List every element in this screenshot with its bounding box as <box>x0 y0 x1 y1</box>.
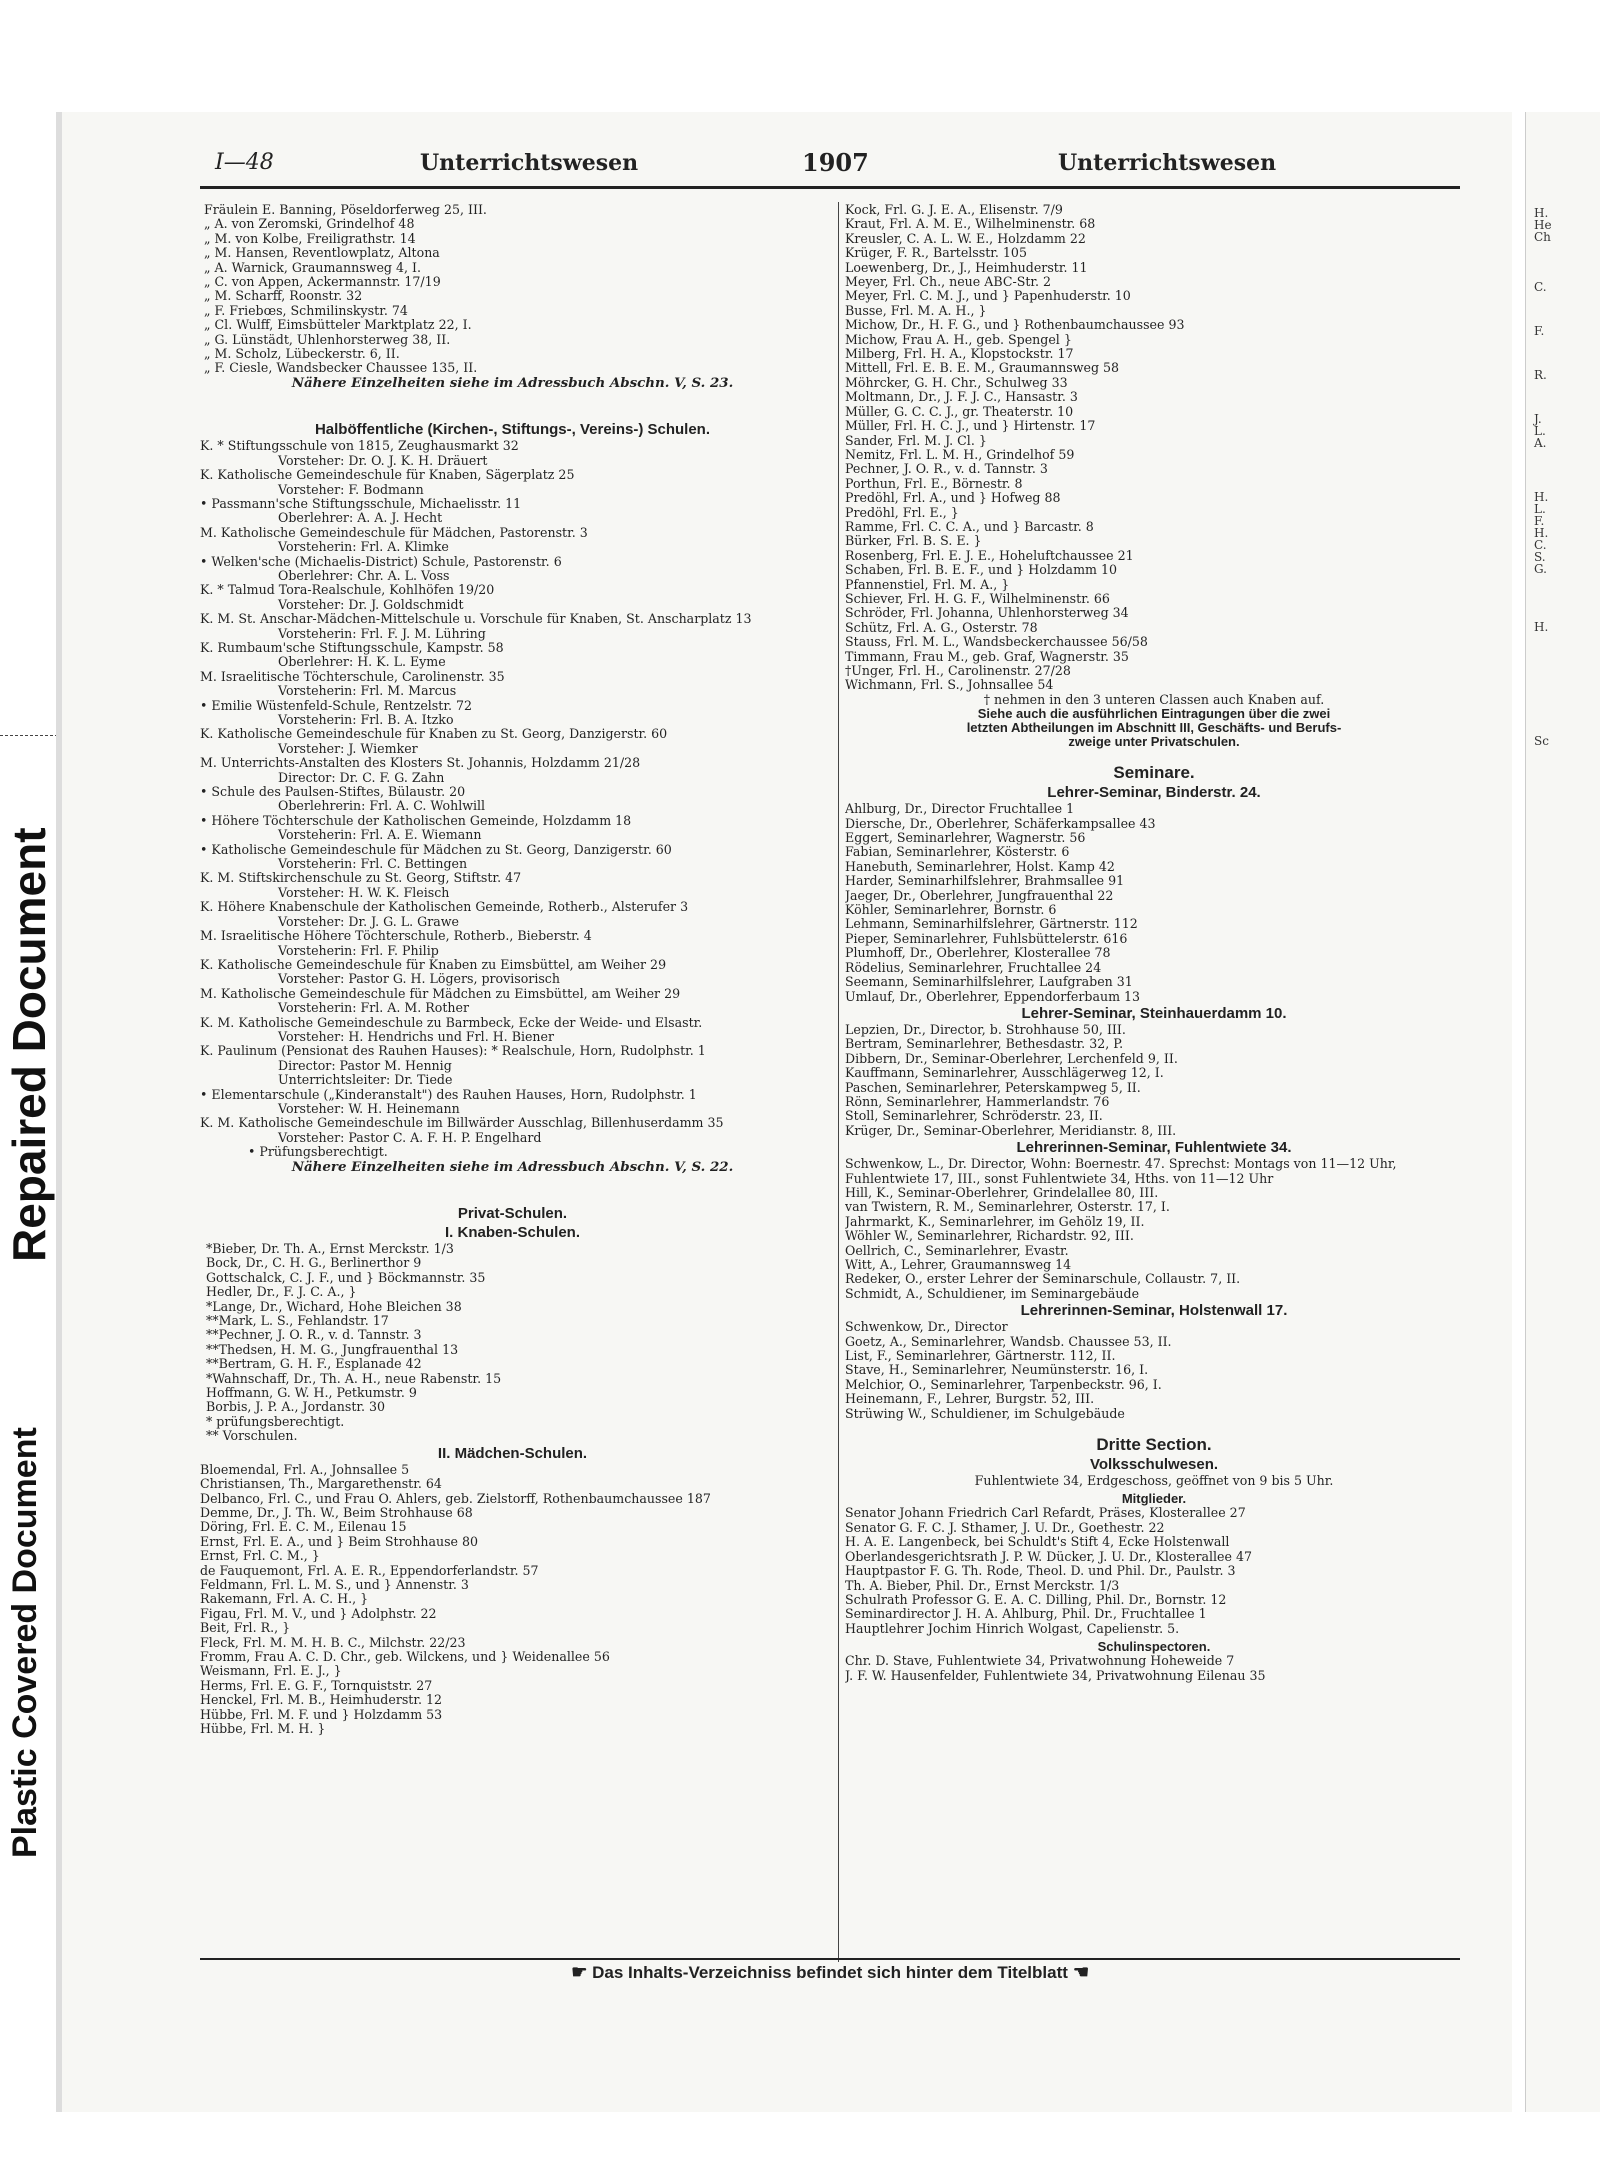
half-public-lines-line: K. M. Stiftskirchenschule zu St. Georg, Stiftstr. 47 <box>200 871 522 886</box>
address-note-2: Nähere Einzelheiten siehe im Adressbuch Abschn. V, S. 22. <box>291 1159 734 1174</box>
adjacent-page-fragment: H. <box>1534 526 1549 540</box>
girls-lines-line: de Fauquemont, Frl. A. E. R., Eppendorferlandstr. 57 <box>200 1563 539 1578</box>
adjacent-page-fragment: Sc <box>1534 734 1549 748</box>
seminar-1-title: Lehrer-Seminar, Binderstr. 24. <box>1047 784 1261 802</box>
half-public-lines-line: Vorsteherin: Frl. B. A. Itzko <box>278 713 454 727</box>
right-column <box>845 203 1463 1683</box>
left-lines-line: „ G. Lünstädt, Uhlenhorsterweg 38, II. <box>204 332 451 347</box>
third-section-subtitle: Volksschulwesen. <box>1089 1456 1219 1474</box>
half-public-lines-line: Vorsteherin: Frl. A. E. Wiemann <box>278 828 482 843</box>
sem1-lines-line: Hanebuth, Seminarlehrer, Holst. Kamp 42 <box>845 859 1115 874</box>
girls-lines-line: Döring, Frl. E. C. M., Eilenau 15 <box>200 1520 407 1535</box>
sem3-lines-line: Wöhler W., Seminarlehrer, Richardstr. 92, III. <box>845 1229 1134 1244</box>
girls-lines-line: Feldmann, Frl. L. M. S., und } Annenstr. 3 <box>200 1577 469 1592</box>
adjacent-page-fragment: H. <box>1534 490 1549 504</box>
right-bold-note-line: Siehe auch die ausführlichen Eintragungen über die zwei <box>977 707 1331 722</box>
members-lines-line: Schulrath Professor G. E. A. C. Dilling, Phil. Dr., Bornstr. 12 <box>845 1592 1227 1607</box>
right-bold-note-line: zweige unter Privatschulen. <box>1068 735 1240 750</box>
girls-lines-line: Figau, Frl. M. V., und } Adolphstr. 22 <box>200 1606 437 1621</box>
sem1-lines-line: Ahlburg, Dr., Director Fruchtallee 1 <box>845 802 1075 817</box>
right-top-lines-line: Krüger, F. R., Bartelsstr. 105 <box>845 246 1027 261</box>
adjacent-page-fragment: L. <box>1534 502 1546 516</box>
half-public-title: Halböffentliche (Kirchen-, Stiftungs-, Vereins-) Schulen. <box>314 421 711 439</box>
members-lines-line: H. A. E. Langenbeck, bei Schuldt's Stift 4, Ecke Holstenwall <box>845 1535 1230 1550</box>
girls-lines-line: Hübbe, Frl. M. F. und } Holzdamm 53 <box>200 1707 443 1722</box>
seminar-3-list <box>845 1157 1463 1301</box>
right-top-lines-line: Müller, Frl. H. C. J., und } Hirtenstr. 17 <box>845 419 1096 434</box>
third-section-title: Dritte Section. <box>1096 1435 1212 1455</box>
pointing-hand-left-icon: ☛ <box>571 1962 588 1982</box>
seminare-title: Seminare. <box>1113 763 1195 783</box>
right-top-lines-line: Wichmann, Frl. S., Johnsallee 54 <box>845 678 1054 693</box>
adjacent-page-fragment: R. <box>1534 368 1547 382</box>
adjacent-page-fragment: S. <box>1534 550 1546 564</box>
private-schools-title: Privat-Schulen. <box>457 1205 568 1222</box>
left-column <box>200 203 825 1736</box>
boys-lines-line: **Thedsen, H. M. G., Jungfrauenthal 13 <box>206 1342 459 1357</box>
right-top-lines-line: Schröder, Frl. Johanna, Uhlenhorsterweg 34 <box>845 606 1129 621</box>
half-public-lines-line: Vorsteherin: Frl. C. Bettingen <box>278 857 468 872</box>
girls-lines-line: Weismann, Frl. E. J., } <box>200 1664 342 1679</box>
half-public-lines-line: Director: Pastor M. Hennig <box>278 1058 452 1073</box>
sem3-lines-line: Jahrmarkt, K., Seminarlehrer, im Gehölz 19, II. <box>845 1214 1145 1229</box>
private-teacher-list <box>845 203 1463 693</box>
boys-lines-line: Hoffmann, G. W. H., Petkumstr. 9 <box>206 1386 417 1401</box>
half-public-lines-line: K. M. St. Anschar-Mädchen-Mittelschule u. Vorschule für Knaben, St. Anscharplatz 13 <box>200 612 752 627</box>
see-also-note <box>845 707 1463 749</box>
half-public-lines-line: K. M. Katholische Gemeindeschule im Billwärder Ausschlag, Billenhuserdamm 35 <box>200 1116 724 1131</box>
members-lines-line: Hauptlehrer Jochim Hinrich Wolgast, Capelienstr. 5. <box>845 1621 1180 1636</box>
left-lines-line: „ Cl. Wulff, Eimsbütteler Marktplatz 22, I. <box>204 318 472 333</box>
right-top-lines-line: Schütz, Frl. A. G., Osterstr. 78 <box>845 620 1038 635</box>
girls-lines-line: Delbanco, Frl. C., und Frau O. Ahlers, geb. Zielstorff, Rothenbaumchaussee 187 <box>200 1491 711 1506</box>
right-top-lines-line: Sander, Frl. M. J. Cl. } <box>845 433 987 448</box>
half-public-lines-line: M. Katholische Gemeindeschule für Mädchen, Pastorenstr. 3 <box>200 525 588 540</box>
inspectors-list <box>845 1654 1463 1683</box>
half-public-lines-line: • Prüfungsberechtigt. <box>248 1145 388 1160</box>
adjacent-page-fragment: L. <box>1534 424 1546 438</box>
girls-lines-line: Herms, Frl. E. G. F., Tornquiststr. 27 <box>200 1678 433 1693</box>
half-public-lines-line: • Elementarschule („Kinderanstalt") des Rauhen Hauses, Horn, Rudolphstr. 1 <box>200 1087 697 1102</box>
right-top-lines-line: Rosenberg, Frl. E. J. E., Hoheluftchaussee 21 <box>845 548 1134 563</box>
sem1-lines-line: Seemann, Seminarhilfslehrer, Laufgraben 31 <box>845 975 1133 990</box>
half-public-lines-line: K. Rumbaum'sche Stiftungsschule, Kampstr. 58 <box>200 640 504 655</box>
sem4-lines-line: Melchior, O., Seminarlehrer, Tarpenbeckstr. 96, I. <box>845 1377 1162 1392</box>
sem4-lines-line: Strüwing W., Schuldiener, im Schulgebäude <box>845 1406 1125 1421</box>
boys-lines-line: ** Vorschulen. <box>206 1429 298 1444</box>
half-public-lines-line: Vorsteher: Dr. J. G. L. Grawe <box>278 914 459 929</box>
girls-lines-line: Demme, Dr., J. Th. W., Beim Strohhause 68 <box>200 1505 473 1520</box>
inspectors-lines-line: J. F. W. Hausenfelder, Fuhlentwiete 34, Privatwohnung Eilenau 35 <box>845 1668 1266 1683</box>
half-public-lines-line: Vorsteher: J. Wiemker <box>278 741 418 756</box>
adjacent-page-fragment: He <box>1534 218 1552 232</box>
adjacent-page-fragment: Ch <box>1534 230 1551 244</box>
inspectors-lines-line: Chr. D. Stave, Fuhlentwiete 34, Privatwohnung Hoheweide 7 <box>845 1654 1235 1669</box>
adjacent-page-fragment: C. <box>1534 538 1547 552</box>
right-top-lines-line: †Unger, Frl. H., Carolinenstr. 27/28 <box>845 664 1071 678</box>
right-top-lines-line: Michow, Frau A. H., geb. Spengel } <box>845 332 1072 347</box>
dagger-note: † nehmen in den 3 unteren Classen auch Knaben auf. <box>983 692 1325 707</box>
half-public-lines-line: • Schule des Paulsen-Stiftes, Bülaustr. 20 <box>200 785 466 800</box>
members-lines-line: Senator G. F. C. J. Sthamer, J. U. Dr., Goethestr. 22 <box>845 1520 1165 1535</box>
sem2-lines-line: Rönn, Seminarlehrer, Hammerlandstr. 76 <box>845 1094 1110 1109</box>
seminar-3-title: Lehrerinnen-Seminar, Fuhlentwiete 34. <box>1016 1139 1292 1157</box>
girls-lines-line: Christiansen, Th., Margarethenstr. 64 <box>200 1477 442 1492</box>
header-right-title: Unterrichtswesen <box>1058 150 1277 176</box>
sem1-lines-line: Harder, Seminarhilfslehrer, Brahmsallee 91 <box>845 874 1125 889</box>
sem1-lines-line: Fabian, Seminarlehrer, Kösterstr. 6 <box>845 845 1070 860</box>
half-public-lines-line: • Passmann'sche Stiftungsschule, Michaelisstr. 11 <box>200 496 522 511</box>
sem4-lines-line: Goetz, A., Seminarlehrer, Wandsb. Chaussee 53, II. <box>845 1334 1172 1349</box>
left-lines-line: „ A. von Zeromski, Grindelhof 48 <box>204 217 415 232</box>
sem2-lines-line: Paschen, Seminarlehrer, Peterskampweg 5, II. <box>845 1080 1141 1095</box>
boys-schools-title: I. Knaben-Schulen. <box>444 1224 580 1241</box>
boys-lines-line: Hedler, Dr., F. J. C. A., } <box>206 1285 357 1300</box>
half-public-lines-line: Vorsteher: Dr. J. Goldschmidt <box>278 597 464 612</box>
sem1-lines-line: Pieper, Seminarlehrer, Fuhlsbüttelerstr. 616 <box>845 931 1128 946</box>
right-top-lines-line: Meyer, Frl. C. M. J., und } Papenhuderstr. 10 <box>845 289 1131 304</box>
adjacent-page-fragment: A. <box>1534 436 1547 450</box>
girls-schools-title: II. Mädchen-Schulen. <box>437 1444 588 1462</box>
adjacent-page-fragment: H. <box>1534 206 1549 220</box>
half-public-lines-line: K. Höhere Knabenschule der Katholischen Gemeinde, Rotherb., Alsterufer 3 <box>200 900 689 915</box>
right-top-lines-line: Müller, G. C. C. J., gr. Theaterstr. 10 <box>845 404 1074 419</box>
girls-lines-line: Bloemendal, Frl. A., Johnsallee 5 <box>200 1462 410 1477</box>
sem2-lines-line: Stoll, Seminarlehrer, Schröderstr. 23, II. <box>845 1109 1103 1124</box>
half-public-lines-line: M. Katholische Gemeindeschule für Mädchen zu Eimsbüttel, am Weiher 29 <box>200 986 681 1001</box>
adjacent-page-fragment: F. <box>1534 324 1545 338</box>
half-public-lines-line: M. Israelitische Töchterschule, Carolinenstr. 35 <box>200 669 505 684</box>
right-top-lines-line: Kreusler, C. A. L. W. E., Holzdamm 22 <box>845 231 1086 246</box>
boys-lines-line: Bock, Dr., C. H. G., Berlinerthor 9 <box>206 1256 422 1271</box>
right-top-lines-line: Loewenberg, Dr., J., Heimhuderstr. 11 <box>845 260 1088 275</box>
half-public-list <box>200 439 825 1159</box>
half-public-lines-line: K. Paulinum (Pensionat des Rauhen Hauses): * Realschule, Horn, Rudolphstr. 1 <box>200 1044 706 1059</box>
sem1-lines-line: Umlauf, Dr., Oberlehrer, Eppendorferbaum 13 <box>845 989 1141 1004</box>
sem3-lines-line: Witt, A., Lehrer, Graumannsweg 14 <box>845 1258 1072 1272</box>
right-top-lines-line: Meyer, Frl. Ch., neue ABC-Str. 2 <box>845 275 1052 290</box>
half-public-lines-line: K. Katholische Gemeindeschule für Knaben zu Eimsbüttel, am Weiher 29 <box>200 957 667 972</box>
sem4-lines-line: Schwenkow, Dr., Director <box>845 1320 1008 1335</box>
sem3-lines-line: Schwenkow, L., Dr. Director, Wohn: Boernestr. 47. Sprechst: Montags von 11—12 Uhr, <box>845 1157 1397 1172</box>
right-top-lines-line: Kock, Frl. G. J. E. A., Elisenstr. 7/9 <box>845 203 1063 217</box>
adjacent-page-fragment: F. <box>1534 514 1545 528</box>
sem4-lines-line: Heinemann, F., Lehrer, Burgstr. 52, III. <box>845 1392 1095 1407</box>
members-lines-line: Seminardirector J. H. A. Ahlburg, Phil. Dr., Fruchtallee 1 <box>845 1607 1207 1622</box>
half-public-lines-line: K. * Talmud Tora-Realschule, Kohlhöfen 19/20 <box>200 583 495 598</box>
half-public-lines-line: M. Israelitische Höhere Töchterschule, Rotherb., Bieberstr. 4 <box>200 929 592 944</box>
half-public-lines-line: K. M. Katholische Gemeindeschule zu Barmbeck, Ecke der Weide- und Elsastr. <box>200 1015 703 1030</box>
girls-lines-line: Ernst, Frl. E. A., und } Beim Strohhause 80 <box>200 1534 479 1549</box>
sem2-lines-line: Bertram, Seminarlehrer, Bethesdastr. 32, P. <box>845 1037 1124 1052</box>
girls-lines-line: Fleck, Frl. M. M. H. B. C., Milchstr. 22/23 <box>200 1635 466 1650</box>
right-top-lines-line: Nemitz, Frl. L. M. H., Grindelhof 59 <box>845 447 1075 462</box>
left-lines-line: Fräulein E. Banning, Pöseldorferweg 25, III. <box>204 203 487 217</box>
adjacent-page-fragment: H. <box>1534 620 1549 634</box>
half-public-lines-line: Vorsteher: W. H. Heinemann <box>278 1101 460 1116</box>
office-hours: Fuhlentwiete 34, Erdgeschoss, geöffnet von 9 bis 5 Uhr. <box>974 1474 1334 1489</box>
girls-lines-line: Rakemann, Frl. A. C. H., } <box>200 1592 369 1607</box>
sem2-lines-line: Dibbern, Dr., Seminar-Oberlehrer, Lerchenfeld 9, II. <box>845 1051 1178 1066</box>
right-top-lines-line: Pechner, J. O. R., v. d. Tannstr. 3 <box>845 462 1048 477</box>
left-lines-line: „ A. Warnick, Graumannsweg 4, I. <box>204 260 421 275</box>
scan-top-margin <box>0 0 1600 70</box>
girls-lines-line: Fromm, Frau A. C. D. Chr., geb. Wilckens, und } Weidenallee 56 <box>200 1649 610 1664</box>
boys-lines-line: **Pechner, J. O. R., v. d. Tannstr. 3 <box>206 1328 422 1343</box>
footer-text: Das Inhalts-Verzeichniss befindet sich hinter dem Titelblatt <box>592 1963 1068 1982</box>
boys-lines-line: **Mark, L. S., Fehlandstr. 17 <box>206 1314 389 1329</box>
seminar-2-list <box>845 1023 1463 1138</box>
sem3-lines-line: Redeker, O., erster Lehrer der Seminarschule, Collaustr. 7, II. <box>845 1272 1241 1287</box>
seminar-1-list <box>845 802 1463 1004</box>
bottom-rule <box>200 1958 1460 1960</box>
right-top-lines-line: Möhrcker, G. H. Chr., Schulweg 33 <box>845 375 1068 390</box>
half-public-lines-line: Director: Dr. C. F. G. Zahn <box>278 770 445 785</box>
left-lines-line: „ F. Friebœs, Schmilinskystr. 74 <box>204 303 408 318</box>
sem3-lines-line: Fuhlentwiete 17, III., sonst Fuhlentwiete 34, Hths. von 11—12 Uhr <box>845 1171 1274 1186</box>
address-note-1: Nähere Einzelheiten siehe im Adressbuch Abschn. V, S. 23. <box>291 375 734 391</box>
members-list <box>845 1506 1463 1636</box>
half-public-lines-line: Vorsteherin: Frl. A. M. Rother <box>278 1001 469 1016</box>
members-lines-line: Senator Johann Friedrich Carl Refardt, Präses, Klosterallee 27 <box>845 1506 1246 1521</box>
half-public-lines-line: Vorsteher: Pastor G. H. Lögers, provisorisch <box>278 972 560 987</box>
right-top-lines-line: Timmann, Frau M., geb. Graf, Wagnerstr. 35 <box>845 649 1129 664</box>
dashed-divider <box>0 735 58 736</box>
sem3-lines-line: Schmidt, A., Schuldiener, im Seminargebäude <box>845 1286 1140 1301</box>
sem1-lines-line: Plumhoff, Dr., Oberlehrer, Klosterallee 78 <box>845 946 1111 961</box>
boys-lines-line: *Lange, Dr., Wichard, Hohe Bleichen 38 <box>206 1299 462 1314</box>
right-top-lines-line: Porthun, Frl. E., Börnestr. 8 <box>845 476 1023 491</box>
boys-lines-line: Borbis, J. P. A., Jordanstr. 30 <box>206 1400 386 1415</box>
half-public-lines-line: Vorsteher: H. Hendrichs und Frl. H. Biener <box>278 1029 555 1044</box>
half-public-lines-line: • Höhere Töchterschule der Katholischen Gemeinde, Holzdamm 18 <box>200 813 632 828</box>
half-public-lines-line: Vorsteher: H. W. K. Fleisch <box>278 885 450 900</box>
adjacent-page-fragment: C. <box>1534 280 1547 294</box>
right-top-lines-line: Predöhl, Frl. A., und } Hofweg 88 <box>845 491 1061 506</box>
boys-lines-line: *Bieber, Dr. Th. A., Ernst Merckstr. 1/3 <box>206 1242 454 1256</box>
right-top-lines-line: Ramme, Frl. C. C. A., und } Barcastr. 8 <box>845 519 1094 534</box>
pointing-hand-right-icon: ☛ <box>1072 1962 1089 1982</box>
half-public-lines-line: Oberlehrer: Chr. A. L. Voss <box>278 568 450 583</box>
half-public-lines-line: Vorsteher: Dr. O. J. K. H. Dräuert <box>278 453 488 468</box>
sem2-lines-line: Krüger, Dr., Seminar-Oberlehrer, Meridianstr. 8, III. <box>845 1123 1177 1138</box>
sem3-lines-line: van Twistern, R. M., Seminarlehrer, Osterstr. 17, I. <box>845 1200 1170 1215</box>
left-lines-line: „ M. Scharff, Roonstr. 32 <box>204 289 363 304</box>
half-public-lines-line: • Katholische Gemeindeschule für Mädchen zu St. Georg, Danzigerstr. 60 <box>200 842 672 857</box>
sem1-lines-line: Diersche, Dr., Oberlehrer, Schäferkampsallee 43 <box>845 816 1156 831</box>
half-public-lines-line: Vorsteherin: Frl. F. J. M. Lühring <box>278 626 486 641</box>
half-public-lines-line: K. Katholische Gemeindeschule für Knaben zu St. Georg, Danzigerstr. 60 <box>200 727 668 742</box>
left-lines-line: „ M. Scholz, Lübeckerstr. 6, II. <box>204 347 400 362</box>
column-divider <box>838 202 839 1962</box>
girls-lines-line: Henckel, Frl. M. B., Heimhuderstr. 12 <box>200 1693 443 1708</box>
members-title: Mitglieder. <box>1121 1492 1187 1507</box>
sem2-lines-line: Kauffmann, Seminarlehrer, Ausschlägerweg 12, I. <box>845 1066 1164 1081</box>
girls-lines-line: Hübbe, Frl. M. H. } <box>200 1722 326 1736</box>
left-lines-line: „ M. Hansen, Reventlowplatz, Altona <box>204 246 440 261</box>
members-lines-line: Hauptpastor F. G. Th. Rode, Theol. D. und Phil. Dr., Paulstr. 3 <box>845 1564 1236 1579</box>
girls-lines-line: Ernst, Frl. C. M., } <box>200 1549 320 1564</box>
sem1-lines-line: Jaeger, Dr., Oberlehrer, Jungfrauenthal 22 <box>845 888 1114 903</box>
plastic-covered-label: Plastic Covered Document <box>6 1427 44 1858</box>
left-lines-line: „ F. Ciesle, Wandsbecker Chaussee 135, II. <box>204 361 478 376</box>
boys-lines-line: * prüfungsberechtigt. <box>206 1414 345 1429</box>
half-public-lines-line: • Welken'sche (Michaelis-District) Schule, Pastorenstr. 6 <box>200 554 562 569</box>
half-public-lines-line: Oberlehrerin: Frl. A. C. Wohlwill <box>278 799 486 814</box>
half-public-lines-line: Vorsteher: F. Bodmann <box>278 482 424 497</box>
half-public-lines-line: Oberlehrer: H. K. L. Eyme <box>278 655 446 670</box>
boys-lines-line: *Wahnschaff, Dr., Th. A. H., neue Rabenstr. 15 <box>206 1371 502 1386</box>
left-lines-line: „ M. von Kolbe, Freiligrathstr. 14 <box>204 231 416 246</box>
adjacent-page-edge <box>1525 112 1600 2112</box>
header-rule <box>200 186 1460 189</box>
sem4-lines-line: List, F., Seminarlehrer, Gärtnerstr. 112, II. <box>845 1349 1116 1364</box>
repaired-document-label: Repaired Document <box>3 827 55 1262</box>
girls-schools-list <box>200 1463 825 1737</box>
half-public-lines-line: M. Unterrichts-Anstalten des Klosters St. Johannis, Holzdamm 21/28 <box>200 756 641 771</box>
left-lines-line: „ C. von Appen, Ackermannstr. 17/19 <box>204 275 441 290</box>
right-top-lines-line: Mittell, Frl. E. B. E. M., Graumannsweg 58 <box>845 361 1120 376</box>
adjacent-page-fragment: G. <box>1534 562 1547 576</box>
right-top-lines-line: Schaben, Frl. B. E. F., und } Holzdamm 10 <box>845 563 1117 578</box>
sem1-lines-line: Rödelius, Seminarlehrer, Fruchtallee 24 <box>845 960 1102 975</box>
teacher-list <box>200 203 825 376</box>
right-top-lines-line: Busse, Frl. M. A. H., } <box>845 303 987 318</box>
right-top-lines-line: Schiever, Frl. H. G. F., Wilhelminenstr. 66 <box>845 591 1110 606</box>
adjacent-page-fragment: J. <box>1534 412 1542 426</box>
half-public-lines-line: Vorsteher: Pastor C. A. F. H. P. Engelhard <box>278 1130 542 1145</box>
boys-lines-line: Gottschalck, C. J. F., und } Böckmannstr. 35 <box>206 1270 486 1285</box>
sem3-lines-line: Hill, K., Seminar-Oberlehrer, Grindelallee 80, III. <box>845 1185 1159 1200</box>
half-public-lines-line: • Emilie Wüstenfeld-Schule, Rentzelstr. 72 <box>200 698 473 713</box>
half-public-lines-line: K. Katholische Gemeindeschule für Knaben, Sägerplatz 25 <box>200 468 575 483</box>
girls-lines-line: Beit, Frl. R., } <box>200 1621 291 1636</box>
half-public-lines-line: Vorsteherin: Frl. F. Philip <box>278 943 439 958</box>
half-public-lines-line: Vorsteherin: Frl. A. Klimke <box>278 540 449 555</box>
seminar-4-list <box>845 1320 1463 1421</box>
sem1-lines-line: Lehmann, Seminarhilfslehrer, Gärtnerstr. 112 <box>845 917 1138 932</box>
right-top-lines-line: Moltmann, Dr., J. F. J. C., Hansastr. 3 <box>845 390 1078 405</box>
sem3-lines-line: Oellrich, C., Seminarlehrer, Evastr. <box>845 1243 1069 1258</box>
half-public-lines-line: Vorsteherin: Frl. M. Marcus <box>278 684 457 699</box>
right-top-lines-line: Predöhl, Frl. E., } <box>845 505 959 520</box>
page-number: I—48 <box>215 150 274 175</box>
seminar-4-title: Lehrerinnen-Seminar, Holstenwall 17. <box>1020 1302 1288 1320</box>
sem2-lines-line: Lepzien, Dr., Director, b. Strohhause 50, III. <box>845 1022 1126 1037</box>
sem1-lines-line: Eggert, Seminarlehrer, Wagnerstr. 56 <box>845 831 1086 846</box>
right-top-lines-line: Kraut, Frl. A. M. E., Wilhelminenstr. 68 <box>845 217 1096 232</box>
header-left-title: Unterrichtswesen <box>420 150 639 176</box>
members-lines-line: Th. A. Bieber, Phil. Dr., Ernst Merckstr. 1/3 <box>845 1578 1120 1593</box>
right-bold-note-line: letzten Abtheilungen im Abschnitt III, Geschäfts- und Berufs- <box>966 721 1342 736</box>
right-top-lines-line: Bürker, Frl. B. S. E. } <box>845 534 982 549</box>
boys-lines-line: **Bertram, G. H. F., Esplanade 42 <box>206 1357 422 1372</box>
half-public-lines-line: Unterrichtsleiter: Dr. Tiede <box>278 1073 453 1088</box>
right-top-lines-line: Michow, Dr., H. F. G., und } Rothenbaumchaussee 93 <box>845 318 1185 333</box>
right-top-lines-line: Stauss, Frl. M. L., Wandsbeckerchaussee 56/58 <box>845 635 1148 650</box>
footer-note <box>200 1962 1460 1983</box>
inspectors-title: Schulinspectoren. <box>1097 1640 1211 1655</box>
sem1-lines-line: Köhler, Seminarlehrer, Bornstr. 6 <box>845 903 1057 918</box>
right-top-lines-line: Pfannenstiel, Frl. M. A., } <box>845 577 1010 592</box>
boys-schools-list <box>200 1242 825 1444</box>
half-public-lines-line: K. * Stiftungsschule von 1815, Zeughausmarkt 32 <box>200 439 519 454</box>
sem4-lines-line: Stave, H., Seminarlehrer, Neumünsterstr. 16, I. <box>845 1363 1149 1378</box>
right-top-lines-line: Milberg, Frl. H. A., Klopstockstr. 17 <box>845 347 1074 362</box>
header-year: 1907 <box>802 148 869 177</box>
members-lines-line: Oberlandesgerichtsrath J. P. W. Dücker, J. U. Dr., Klosterallee 47 <box>845 1549 1252 1564</box>
half-public-lines-line: Oberlehrer: A. A. J. Hecht <box>278 511 443 526</box>
seminar-2-title: Lehrer-Seminar, Steinhauerdamm 10. <box>1021 1004 1287 1022</box>
